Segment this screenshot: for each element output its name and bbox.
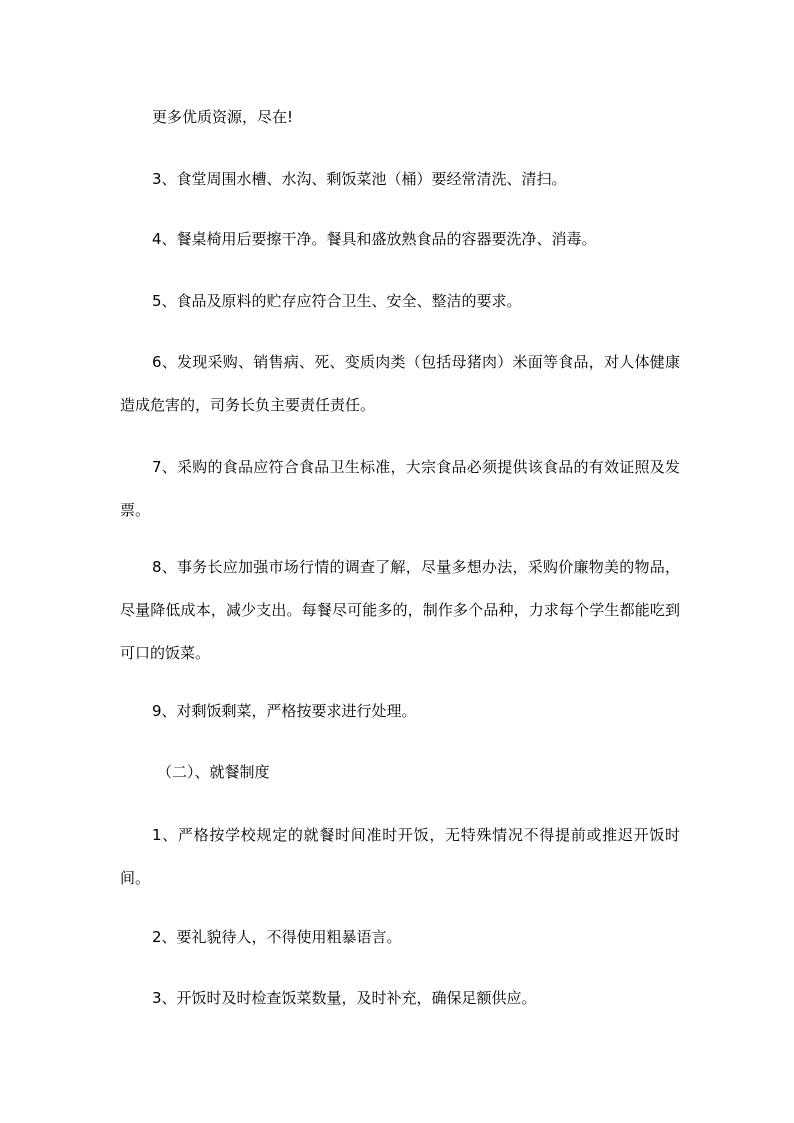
section-heading-dining: （二）、就餐制度 — [157, 763, 270, 781]
paragraph-item-4: 4、餐桌椅用后要擦干净。餐具和盛放熟食品的容器要洗净、消毒。 — [152, 230, 597, 248]
paragraph-resource-note: 更多优质资源，尽在! — [152, 108, 294, 126]
paragraph-item-6: 6、发现采购、销售病、死、变质肉类（包括母猪肉）米面等食品，对人体健康造成危害的，司务长负主要责任责任。 — [120, 353, 680, 414]
paragraph-item-9: 9、对剩饭剩菜，严格按要求进行处理。 — [152, 702, 417, 720]
paragraph-item-5: 5、食品及原料的贮存应符合卫生、安全、整洁的要求。 — [152, 292, 522, 310]
paragraph-item-8: 8、事务长应加强市场行情的调查了解，尽量多想办法，采购价廉物美的物品，尽量降低成本，减少支出。每餐尽可能多的，制作多个品种，力求每个学生都能吃到可口的饭菜。 — [120, 558, 680, 662]
paragraph-dining-3: 3、开饭时及时检查饭菜数量，及时补充，确保足额供应。 — [152, 989, 537, 1007]
paragraph-dining-2: 2、要礼貌待人，不得使用粗暴语言。 — [152, 928, 402, 946]
paragraph-item-3: 3、食堂周围水槽、水沟、剩饭菜池（桶）要经常清洗、清扫。 — [152, 170, 567, 188]
paragraph-item-7: 7、采购的食品应符合食品卫生标准，大宗食品必须提供该食品的有效证照及发票。 — [120, 458, 680, 519]
paragraph-dining-1: 1、严格按学校规定的就餐时间准时开饭，无特殊情况不得提前或推迟开饭时间。 — [120, 826, 680, 887]
